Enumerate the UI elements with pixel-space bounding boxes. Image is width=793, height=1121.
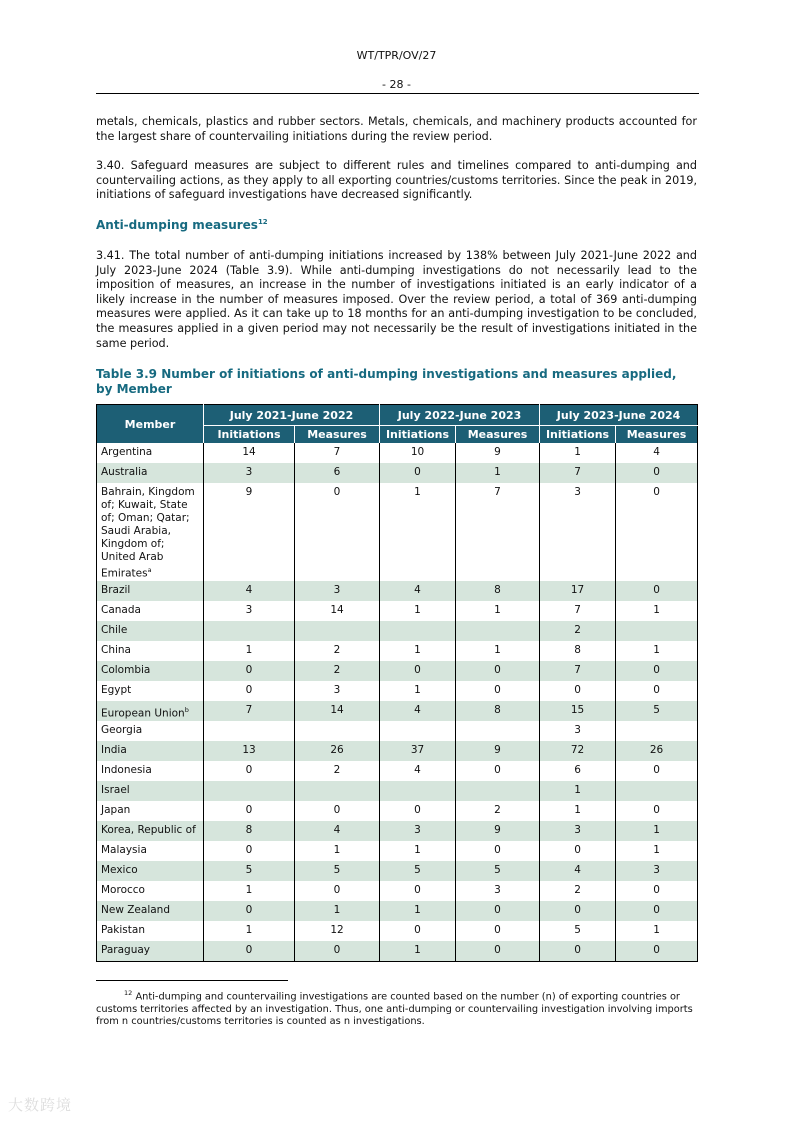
table-row <box>97 661 698 681</box>
member-cell <box>97 781 204 801</box>
value-cell <box>380 781 456 801</box>
table-row <box>97 621 698 641</box>
table-row <box>97 821 698 841</box>
value-cell: 0 <box>380 463 456 483</box>
value-cell: 1 <box>204 921 295 941</box>
value-cell: 5 <box>295 861 380 881</box>
table-note-ref: b <box>184 705 189 714</box>
table-row <box>97 581 698 601</box>
table-row <box>97 861 698 881</box>
value-cell: 8 <box>456 581 540 601</box>
paragraph-3-40: 3.40. Safeguard measures are subject to different rules and timelines compared to anti-dumping and countervailing actions, as they apply to all exporting countries/customs territories. Since the peak in 2019, initiations of safeguard investigations have decreased significantly. <box>96 159 697 202</box>
value-cell: 5 <box>380 861 456 881</box>
member-cell <box>97 921 204 941</box>
value-cell: 26 <box>616 741 698 761</box>
value-cell: 4 <box>380 761 456 781</box>
value-cell: 8 <box>540 641 616 661</box>
value-cell: 0 <box>204 761 295 781</box>
value-cell <box>295 621 380 641</box>
member-cell <box>97 463 204 483</box>
member-name: New Zealand <box>101 903 170 916</box>
member-name: Indonesia <box>101 763 152 776</box>
value-cell: 0 <box>456 681 540 701</box>
value-cell: 8 <box>456 701 540 721</box>
value-cell <box>204 781 295 801</box>
member-name: Korea, Republic of <box>101 823 196 836</box>
member-name: Israel <box>101 783 130 796</box>
value-cell: 0 <box>540 901 616 921</box>
member-cell <box>97 761 204 781</box>
value-cell: 0 <box>204 801 295 821</box>
value-cell: 0 <box>380 661 456 681</box>
table-row <box>97 483 698 581</box>
footnote-text: Anti-dumping and countervailing investigations are counted based on the number (n) of exporting countries or customs territories affected by an investigation. Thus, one anti-dumping or countervailing investigation involving imports from n countries/customs territories is counted as n investigations. <box>96 991 693 1028</box>
value-cell: 3 <box>540 483 616 581</box>
value-cell <box>204 621 295 641</box>
value-cell: 1 <box>204 641 295 661</box>
footnote-rule <box>96 980 288 981</box>
member-cell <box>97 621 204 641</box>
value-cell: 0 <box>295 483 380 581</box>
value-cell: 1 <box>456 641 540 661</box>
member-name: Mexico <box>101 863 138 876</box>
member-cell <box>97 601 204 621</box>
value-cell: 0 <box>204 841 295 861</box>
value-cell: 3 <box>540 721 616 741</box>
value-cell: 7 <box>540 661 616 681</box>
table-row <box>97 741 698 761</box>
value-cell: 0 <box>616 801 698 821</box>
value-cell: 15 <box>540 701 616 721</box>
value-cell: 2 <box>456 801 540 821</box>
value-cell: 9 <box>204 483 295 581</box>
paragraph-3-41: 3.41. The total number of anti-dumping initiations increased by 138% between July 2021-June 2022 and July 2023-June 2024 (Table 3.9). While anti-dumping investigations do not necessarily lead to the imposition of measures, an increase in the number of investigations initiated is an early indicator of a likely increase in the number of measures imposed. Over the review period, a total of 369 anti-dumping measures were applied. As it can take up to 18 months for an anti-dumping investigation to be concluded, the measures applied in a given period may not necessarily be the result of investigations initiated in the same period. <box>96 249 697 350</box>
member-name: Paraguay <box>101 943 151 956</box>
value-cell: 0 <box>616 463 698 483</box>
value-cell: 0 <box>380 881 456 901</box>
paragraph-continuation: metals, chemicals, plastics and rubber sectors. Metals, chemicals, and machinery products accounted for the largest share of countervailing initiations during the review period. <box>96 115 697 143</box>
value-cell: 0 <box>540 681 616 701</box>
member-name: Colombia <box>101 663 151 676</box>
value-cell: 1 <box>380 901 456 921</box>
value-cell: 0 <box>456 941 540 962</box>
value-cell: 2 <box>295 661 380 681</box>
value-cell: 37 <box>380 741 456 761</box>
value-cell <box>456 621 540 641</box>
member-cell <box>97 821 204 841</box>
value-cell: 3 <box>204 601 295 621</box>
value-cell: 0 <box>616 581 698 601</box>
watermark-logo: 大数跨境 <box>8 1096 73 1114</box>
value-cell: 1 <box>616 921 698 941</box>
subheader: Initiations <box>540 426 616 444</box>
value-cell: 1 <box>380 841 456 861</box>
member-name: Brazil <box>101 583 131 596</box>
table-row <box>97 881 698 901</box>
value-cell <box>295 721 380 741</box>
value-cell: 0 <box>456 841 540 861</box>
value-cell: 4 <box>380 581 456 601</box>
member-name: China <box>101 643 131 656</box>
table-row <box>97 781 698 801</box>
value-cell: 14 <box>204 443 295 463</box>
member-cell <box>97 801 204 821</box>
value-cell: 5 <box>616 701 698 721</box>
member-cell <box>97 861 204 881</box>
value-cell: 26 <box>295 741 380 761</box>
value-cell <box>380 721 456 741</box>
value-cell: 4 <box>295 821 380 841</box>
value-cell: 9 <box>456 741 540 761</box>
member-cell <box>97 681 204 701</box>
value-cell: 1 <box>380 483 456 581</box>
value-cell: 4 <box>380 701 456 721</box>
table-title: Table 3.9 Number of initiations of anti-dumping investigations and measures applied, by Member <box>96 367 677 396</box>
value-cell: 7 <box>540 463 616 483</box>
value-cell: 0 <box>616 681 698 701</box>
value-cell: 0 <box>540 841 616 861</box>
value-cell: 1 <box>540 801 616 821</box>
value-cell: 5 <box>456 861 540 881</box>
footnote-number: 12 <box>124 989 133 997</box>
value-cell: 3 <box>295 581 380 601</box>
table-row <box>97 443 698 463</box>
footnote <box>96 987 697 1029</box>
value-cell: 0 <box>204 661 295 681</box>
table-row <box>97 701 698 721</box>
table-row <box>97 901 698 921</box>
value-cell: 1 <box>295 841 380 861</box>
subheader: Measures <box>295 426 380 444</box>
member-name: Georgia <box>101 723 143 736</box>
period-header: July 2021-June 2022 <box>204 405 380 426</box>
value-cell: 1 <box>616 821 698 841</box>
member-name: Australia <box>101 466 148 478</box>
member-name: Pakistan <box>101 923 145 936</box>
value-cell: 1 <box>540 443 616 463</box>
value-cell: 1 <box>456 601 540 621</box>
subheader: Initiations <box>204 426 295 444</box>
value-cell: 13 <box>204 741 295 761</box>
section-heading-text: Anti-dumping measures <box>96 218 258 232</box>
member-cell <box>97 741 204 761</box>
value-cell: 2 <box>540 621 616 641</box>
value-cell: 0 <box>380 801 456 821</box>
value-cell: 0 <box>295 881 380 901</box>
table-row <box>97 463 698 483</box>
value-cell: 1 <box>616 841 698 861</box>
value-cell: 5 <box>540 921 616 941</box>
value-cell: 0 <box>616 661 698 681</box>
value-cell: 0 <box>540 941 616 962</box>
value-cell: 0 <box>616 483 698 581</box>
value-cell: 3 <box>204 463 295 483</box>
value-cell: 7 <box>540 601 616 621</box>
value-cell: 0 <box>295 941 380 962</box>
value-cell: 3 <box>380 821 456 841</box>
value-cell <box>380 621 456 641</box>
value-cell <box>204 721 295 741</box>
member-cell <box>97 901 204 921</box>
header-rule <box>96 93 699 94</box>
value-cell: 7 <box>456 483 540 581</box>
member-name: Egypt <box>101 683 132 696</box>
value-cell: 0 <box>616 941 698 962</box>
value-cell: 4 <box>540 861 616 881</box>
value-cell: 1 <box>380 941 456 962</box>
value-cell: 2 <box>295 761 380 781</box>
value-cell: 5 <box>204 861 295 881</box>
value-cell: 0 <box>456 661 540 681</box>
value-cell: 1 <box>380 681 456 701</box>
value-cell: 72 <box>540 741 616 761</box>
value-cell <box>616 721 698 741</box>
subheader: Initiations <box>380 426 456 444</box>
subheader: Measures <box>616 426 698 444</box>
value-cell: 0 <box>295 801 380 821</box>
member-name: Argentina <box>101 446 153 458</box>
value-cell: 17 <box>540 581 616 601</box>
value-cell: 4 <box>204 581 295 601</box>
member-name: India <box>101 743 127 756</box>
period-header: July 2022-June 2023 <box>380 405 540 426</box>
member-cell <box>97 581 204 601</box>
table-row <box>97 641 698 661</box>
table-row <box>97 721 698 741</box>
member-cell <box>97 641 204 661</box>
value-cell: 1 <box>540 781 616 801</box>
period-header: July 2023-June 2024 <box>540 405 698 426</box>
value-cell: 1 <box>616 641 698 661</box>
member-cell <box>97 483 204 581</box>
value-cell: 6 <box>540 761 616 781</box>
value-cell: 6 <box>295 463 380 483</box>
value-cell: 7 <box>204 701 295 721</box>
value-cell: 9 <box>456 821 540 841</box>
value-cell: 1 <box>380 601 456 621</box>
table-row <box>97 601 698 621</box>
table-row <box>97 941 698 962</box>
value-cell <box>456 781 540 801</box>
member-name: Malaysia <box>101 843 147 856</box>
value-cell: 10 <box>380 443 456 463</box>
value-cell: 12 <box>295 921 380 941</box>
value-cell <box>616 621 698 641</box>
value-cell: 0 <box>456 921 540 941</box>
value-cell: 8 <box>204 821 295 841</box>
value-cell: 1 <box>456 463 540 483</box>
value-cell: 0 <box>616 901 698 921</box>
member-cell <box>97 941 204 962</box>
member-name: Japan <box>101 803 131 816</box>
value-cell: 1 <box>616 601 698 621</box>
member-name: Chile <box>101 623 128 636</box>
member-name: Canada <box>101 603 141 616</box>
anti-dumping-table <box>96 404 698 962</box>
value-cell: 3 <box>456 881 540 901</box>
member-cell <box>97 721 204 741</box>
value-cell: 0 <box>616 881 698 901</box>
value-cell: 3 <box>295 681 380 701</box>
value-cell: 0 <box>456 901 540 921</box>
value-cell: 2 <box>295 641 380 661</box>
page-number: - 28 - <box>382 78 411 91</box>
value-cell: 0 <box>456 761 540 781</box>
member-cell <box>97 701 204 721</box>
table-body <box>97 443 698 961</box>
value-cell: 1 <box>380 641 456 661</box>
member-name: Morocco <box>101 883 145 896</box>
table-row <box>97 801 698 821</box>
document-symbol: WT/TPR/OV/27 <box>356 49 437 62</box>
value-cell: 1 <box>204 881 295 901</box>
value-cell: 14 <box>295 701 380 721</box>
value-cell: 0 <box>204 681 295 701</box>
table-row <box>97 681 698 701</box>
member-name: Bahrain, Kingdom of; Kuwait, State of; Oman; Qatar; Saudi Arabia, Kingdom of; United Arab Emirates <box>101 486 195 580</box>
value-cell: 2 <box>540 881 616 901</box>
value-cell: 0 <box>204 901 295 921</box>
value-cell: 3 <box>540 821 616 841</box>
member-name: European Union <box>101 707 185 719</box>
value-cell: 3 <box>616 861 698 881</box>
member-header: Member <box>97 405 204 444</box>
value-cell: 14 <box>295 601 380 621</box>
member-cell <box>97 443 204 463</box>
table-row <box>97 841 698 861</box>
value-cell: 1 <box>295 901 380 921</box>
table-row <box>97 761 698 781</box>
member-cell <box>97 841 204 861</box>
value-cell: 0 <box>204 941 295 962</box>
member-cell <box>97 661 204 681</box>
subheader: Measures <box>456 426 540 444</box>
value-cell <box>295 781 380 801</box>
value-cell: 9 <box>456 443 540 463</box>
member-cell <box>97 881 204 901</box>
value-cell <box>616 781 698 801</box>
value-cell <box>456 721 540 741</box>
footnote-ref: 12 <box>257 218 268 226</box>
value-cell: 0 <box>616 761 698 781</box>
value-cell: 0 <box>380 921 456 941</box>
table-row <box>97 921 698 941</box>
table-note-ref: a <box>147 566 152 574</box>
value-cell: 7 <box>295 443 380 463</box>
value-cell: 4 <box>616 443 698 463</box>
section-heading <box>96 218 268 232</box>
